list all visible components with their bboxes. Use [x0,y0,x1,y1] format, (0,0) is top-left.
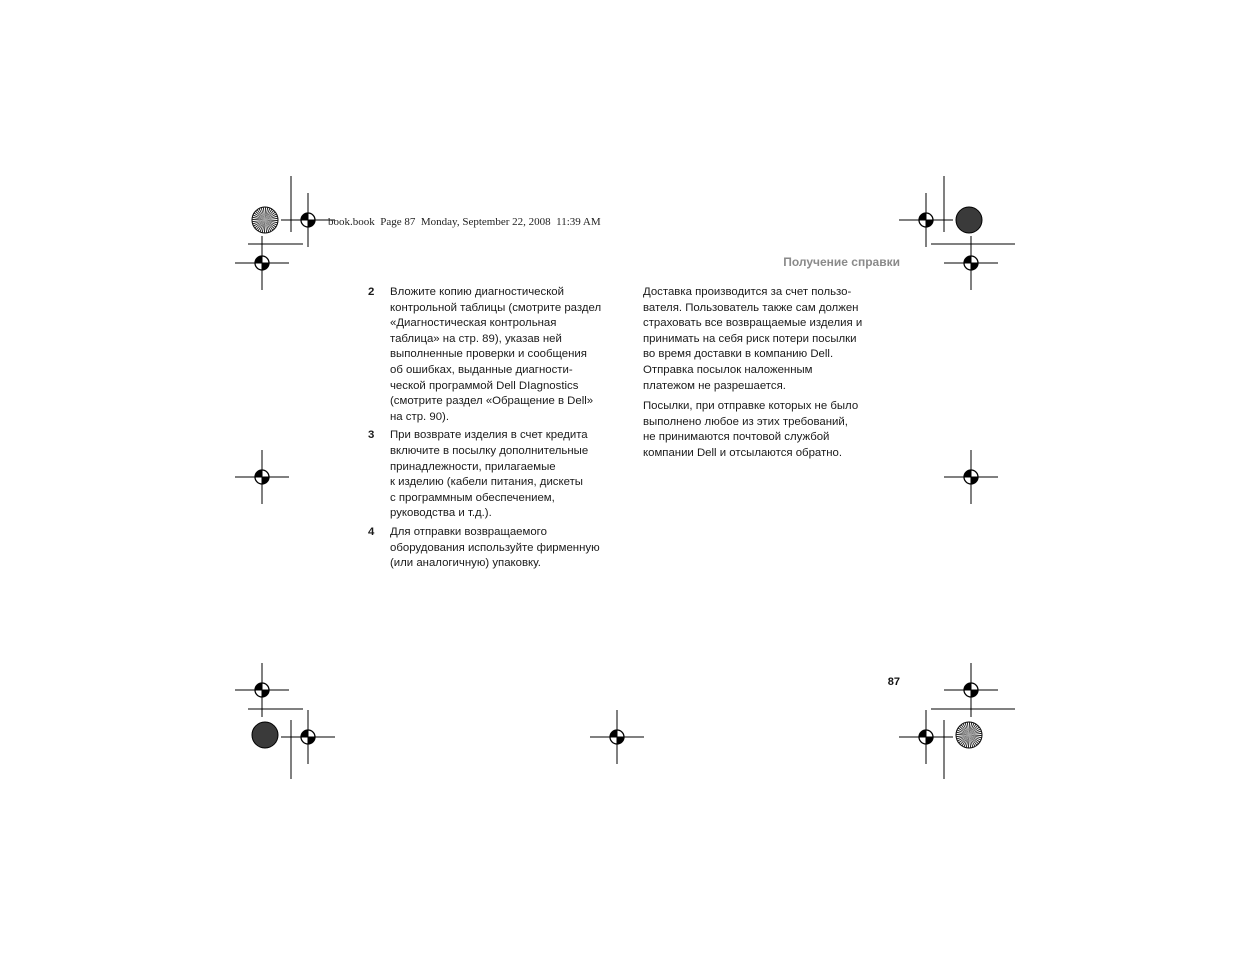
step-number: 4 [368,525,375,538]
text-line: (или аналогичную) упаковку. [390,557,541,570]
text-line: включите в посылку дополнительные [390,444,589,457]
page-number: 87 [887,676,900,688]
text-line: страховать все возвращаемые изделия и [643,317,863,330]
step-text [390,285,618,425]
notes-column [643,285,883,467]
text-line: (смотрите раздел «Обращение в Dell» [390,395,594,408]
step-text [390,525,618,572]
step-number: 2 [368,286,375,298]
step-number: 3 [368,429,375,442]
text-line: к изделию (кабели питания, дискеты [390,476,583,489]
list-item [368,428,618,522]
text-line: таблица» на стр. 89), указав ней [390,332,562,345]
text-line: выполнено любое из этих требований, [643,415,848,428]
text-line: Для отправки возвращаемого [390,525,547,538]
text-line: Отправка посылок наложенным [643,363,813,376]
star-target-icon [956,722,982,748]
list-item [368,525,618,572]
text-line: Доставка производится за счет пользо- [643,286,852,298]
text-line: ческой программой Dell DIagnostics [390,379,579,392]
target-disc-icon [956,207,982,233]
text-line: Вложите копию диагностической [390,286,565,298]
text-line: принимать на себя риск потери посылки [643,332,857,345]
print-slug: book.book Page 87 Monday, September 22, 2008 11:39 AM [328,216,601,228]
paragraph [643,399,883,461]
text-line: Посылки, при отправке которых не было [643,400,859,413]
step-text [390,428,618,522]
star-target-icon [252,207,278,233]
text-line: оборудования используйте фирменную [390,541,600,554]
text-line: не принимаются почтовой службой [643,431,830,444]
text-line: вателя. Пользователь также сам должен [643,301,859,314]
text-line: «Диагностическая контрольная [390,317,557,330]
text-line: При возврате изделия в счет кредита [390,429,588,442]
text-line: об ошибках, выданные диагности- [390,363,573,376]
running-head: Получение справки [783,255,900,269]
target-disc-icon [252,722,278,748]
list-item [368,285,618,425]
text-line: во время доставки в компанию Dell. [643,348,834,361]
text-line: на стр. 90). [390,410,449,423]
text-line: принадлежности, прилагаемые [390,460,556,473]
text-line: выполненные проверки и сообщения [390,348,587,361]
steps-column [368,285,618,575]
text-line: платежом не разрешается. [643,379,786,392]
paragraph [643,285,883,394]
text-line: руководства и т.д.). [390,507,492,520]
text-line: с программным обеспечением, [390,491,555,504]
text-line: компании Dell и отсылаются обратно. [643,446,843,459]
text-line: контрольной таблицы (смотрите раздел [390,301,602,314]
